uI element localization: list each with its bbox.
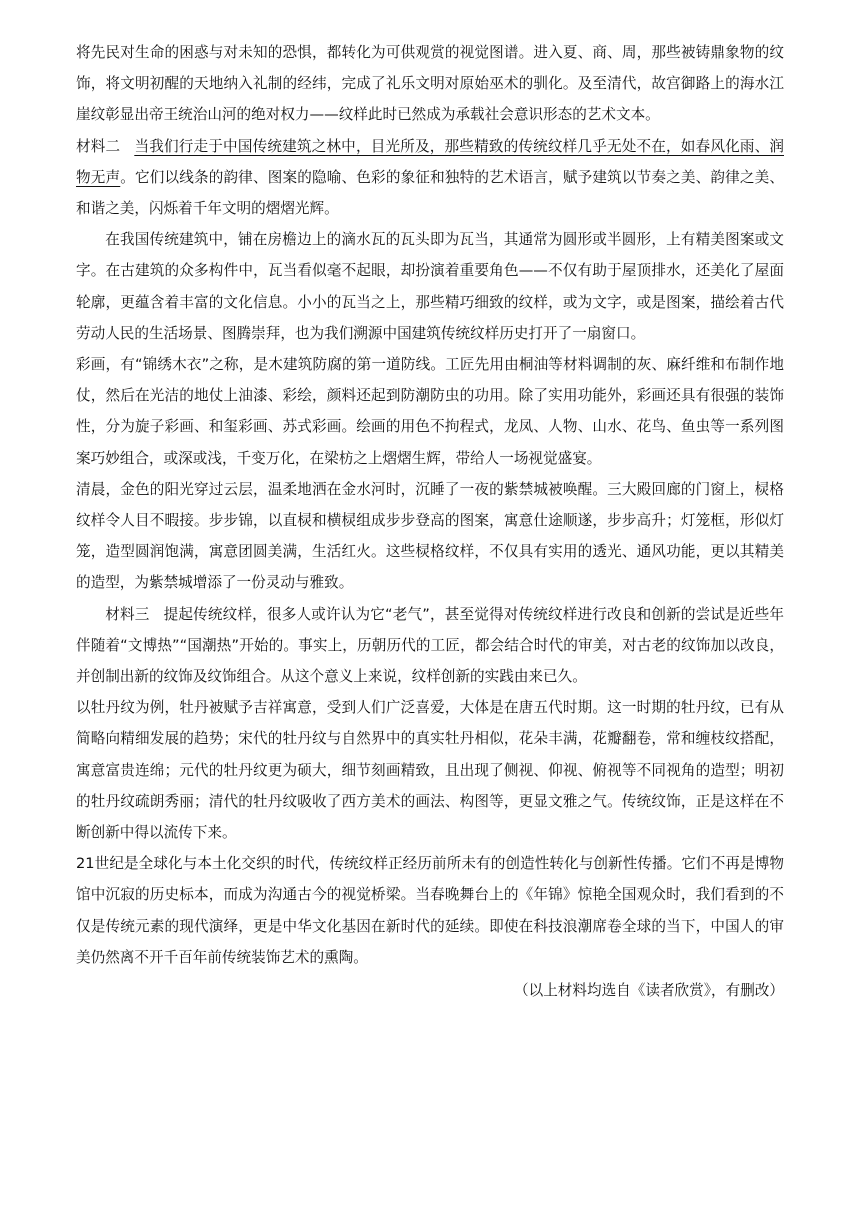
material-3-text: 提起传统纹样，很多人或许认为它“老气”，甚至觉得对传统纹样进行改良和创新的尝试是近些年伴随着“文博热”“国潮热”开始的。事实上，历朝历代的工匠，都会结合时代的审美，对古老的纹饰加以改良，并创制出新的纹饰及纹饰组合。从这个意义上来说，纹样创新的实践由来已久。	[76, 605, 784, 686]
source-note: （以上材料均选自《读者欣赏》，有删改）	[514, 982, 784, 1000]
underlined-sentence: 当我们行走于中国传统建筑之林中，目光所及，那些精致的传统纹样几乎无处不在，如春风化雨、润物无声	[76, 137, 784, 186]
paragraph-21st-century: 21世纪是全球化与本土化交织的时代，传统纹样正经历前所未有的创造性转化与创新性传播。它们不再是博物馆中沉寂的历史标本，而成为沟通古今的视觉桥梁。当春晚舞台上的《年锦》惊艳全国观众时，我们看到的不仅是传统元素的现代演绎，更是中华文化基因在新时代的延续。即使在科技浪潮席卷全球的当下，中国人的审美仍然离不开千百年前传统装饰艺术的熏陶。	[76, 855, 784, 966]
material-3-label: 材料三	[105, 605, 150, 623]
material-2-continuation: 。它们以线条的韵律、图案的隐喻、色彩的象征和独特的艺术语言，赋予建筑以节奏之美、韵律之美、和谐之美，闪烁着千年文明的熠熠光辉。	[76, 168, 784, 218]
material-2-paragraph	[76, 131, 784, 225]
paragraph-linge: 清晨，金色的阳光穿过云层，温柔地洒在金水河时，沉睡了一夜的紫禁城被唤醒。三大殿回廊的门窗上，棂格纹样令人目不暇接。步步锦，以直棂和横棂组成步步登高的图案，寓意仕途顺遂，步步高升；灯笼框，形似灯笼，造型圆润饱满，寓意团圆美满，生活红火。这些棂格纹样，不仅具有实用的透光、通风功能，更以其精美的造型，为紫禁城增添了一份灵动与雅致。	[76, 480, 784, 592]
paragraph-1: 将先民对生命的困惑与对未知的恐惧，都转化为可供观赏的视觉图谱。进入夏、商、周，那些被铸鼎象物的纹饰，将文明初醒的天地纳入礼制的经纬，完成了礼乐文明对原始巫术的驯化。及至清代，故宫御路上的海水江崖纹彰显出帝王统治山河的绝对权力——纹样此时已然成为承载社会意识形态的艺术文本。	[76, 44, 784, 124]
paragraph-peony: 以牡丹纹为例，牡丹被赋予吉祥寓意，受到人们广泛喜爱，大体是在唐五代时期。这一时期的牡丹纹，已有从简略向精细发展的趋势；宋代的牡丹纹与自然界中的真实牡丹相似，花朵丰满，花瓣翻卷，常和缠枝纹搭配，寓意富贵连绵；元代的牡丹纹更为硕大，细节刻画精致，且出现了侧视、仰视、俯视等不同视角的造型；明初的牡丹纹疏朗秀丽；清代的牡丹纹吸收了西方美术的画法、构图等，更显文雅之气。传统纹饰，正是这样在不断创新中得以流传下来。	[76, 699, 784, 842]
paragraph-wadang: 在我国传统建筑中，铺在房檐边上的滴水瓦的瓦头即为瓦当，其通常为圆形或半圆形，上有精美图案或文字。在古建筑的众多构件中，瓦当看似毫不起眼，却扮演着重要角色——不仅有助于屋顶排水，还美化了屋面轮廓，更蕴含着丰富的文化信息。小小的瓦当之上，那些精巧细致的纹样，或为文字，或是图案，描绘着古代劳动人民的生活场景、图腾崇拜，也为我们溯源中国建筑传统纹样历史打开了一扇窗口。	[76, 231, 784, 342]
material-3-paragraph	[76, 599, 784, 693]
paragraph-caihua: 彩画，有“锦绣木衣”之称，是木建筑防腐的第一道防线。工匠先用由桐油等材料调制的灰、麻纤维和布制作地仗，然后在光洁的地仗上油漆、彩绘，颜料还起到防潮防虫的功用。除了实用功能外，彩画还具有很强的装饰性，分为旋子彩画、和玺彩画、苏式彩画。绘画的用色不拘程式，龙凤、人物、山水、花鸟、鱼虫等一系列图案巧妙组合，或深或浅，千变万化，在梁枋之上熠熠生辉，带给人一场视觉盛宴。	[76, 356, 784, 467]
document-page	[76, 37, 784, 1006]
material-2-label: 材料二	[76, 137, 121, 155]
